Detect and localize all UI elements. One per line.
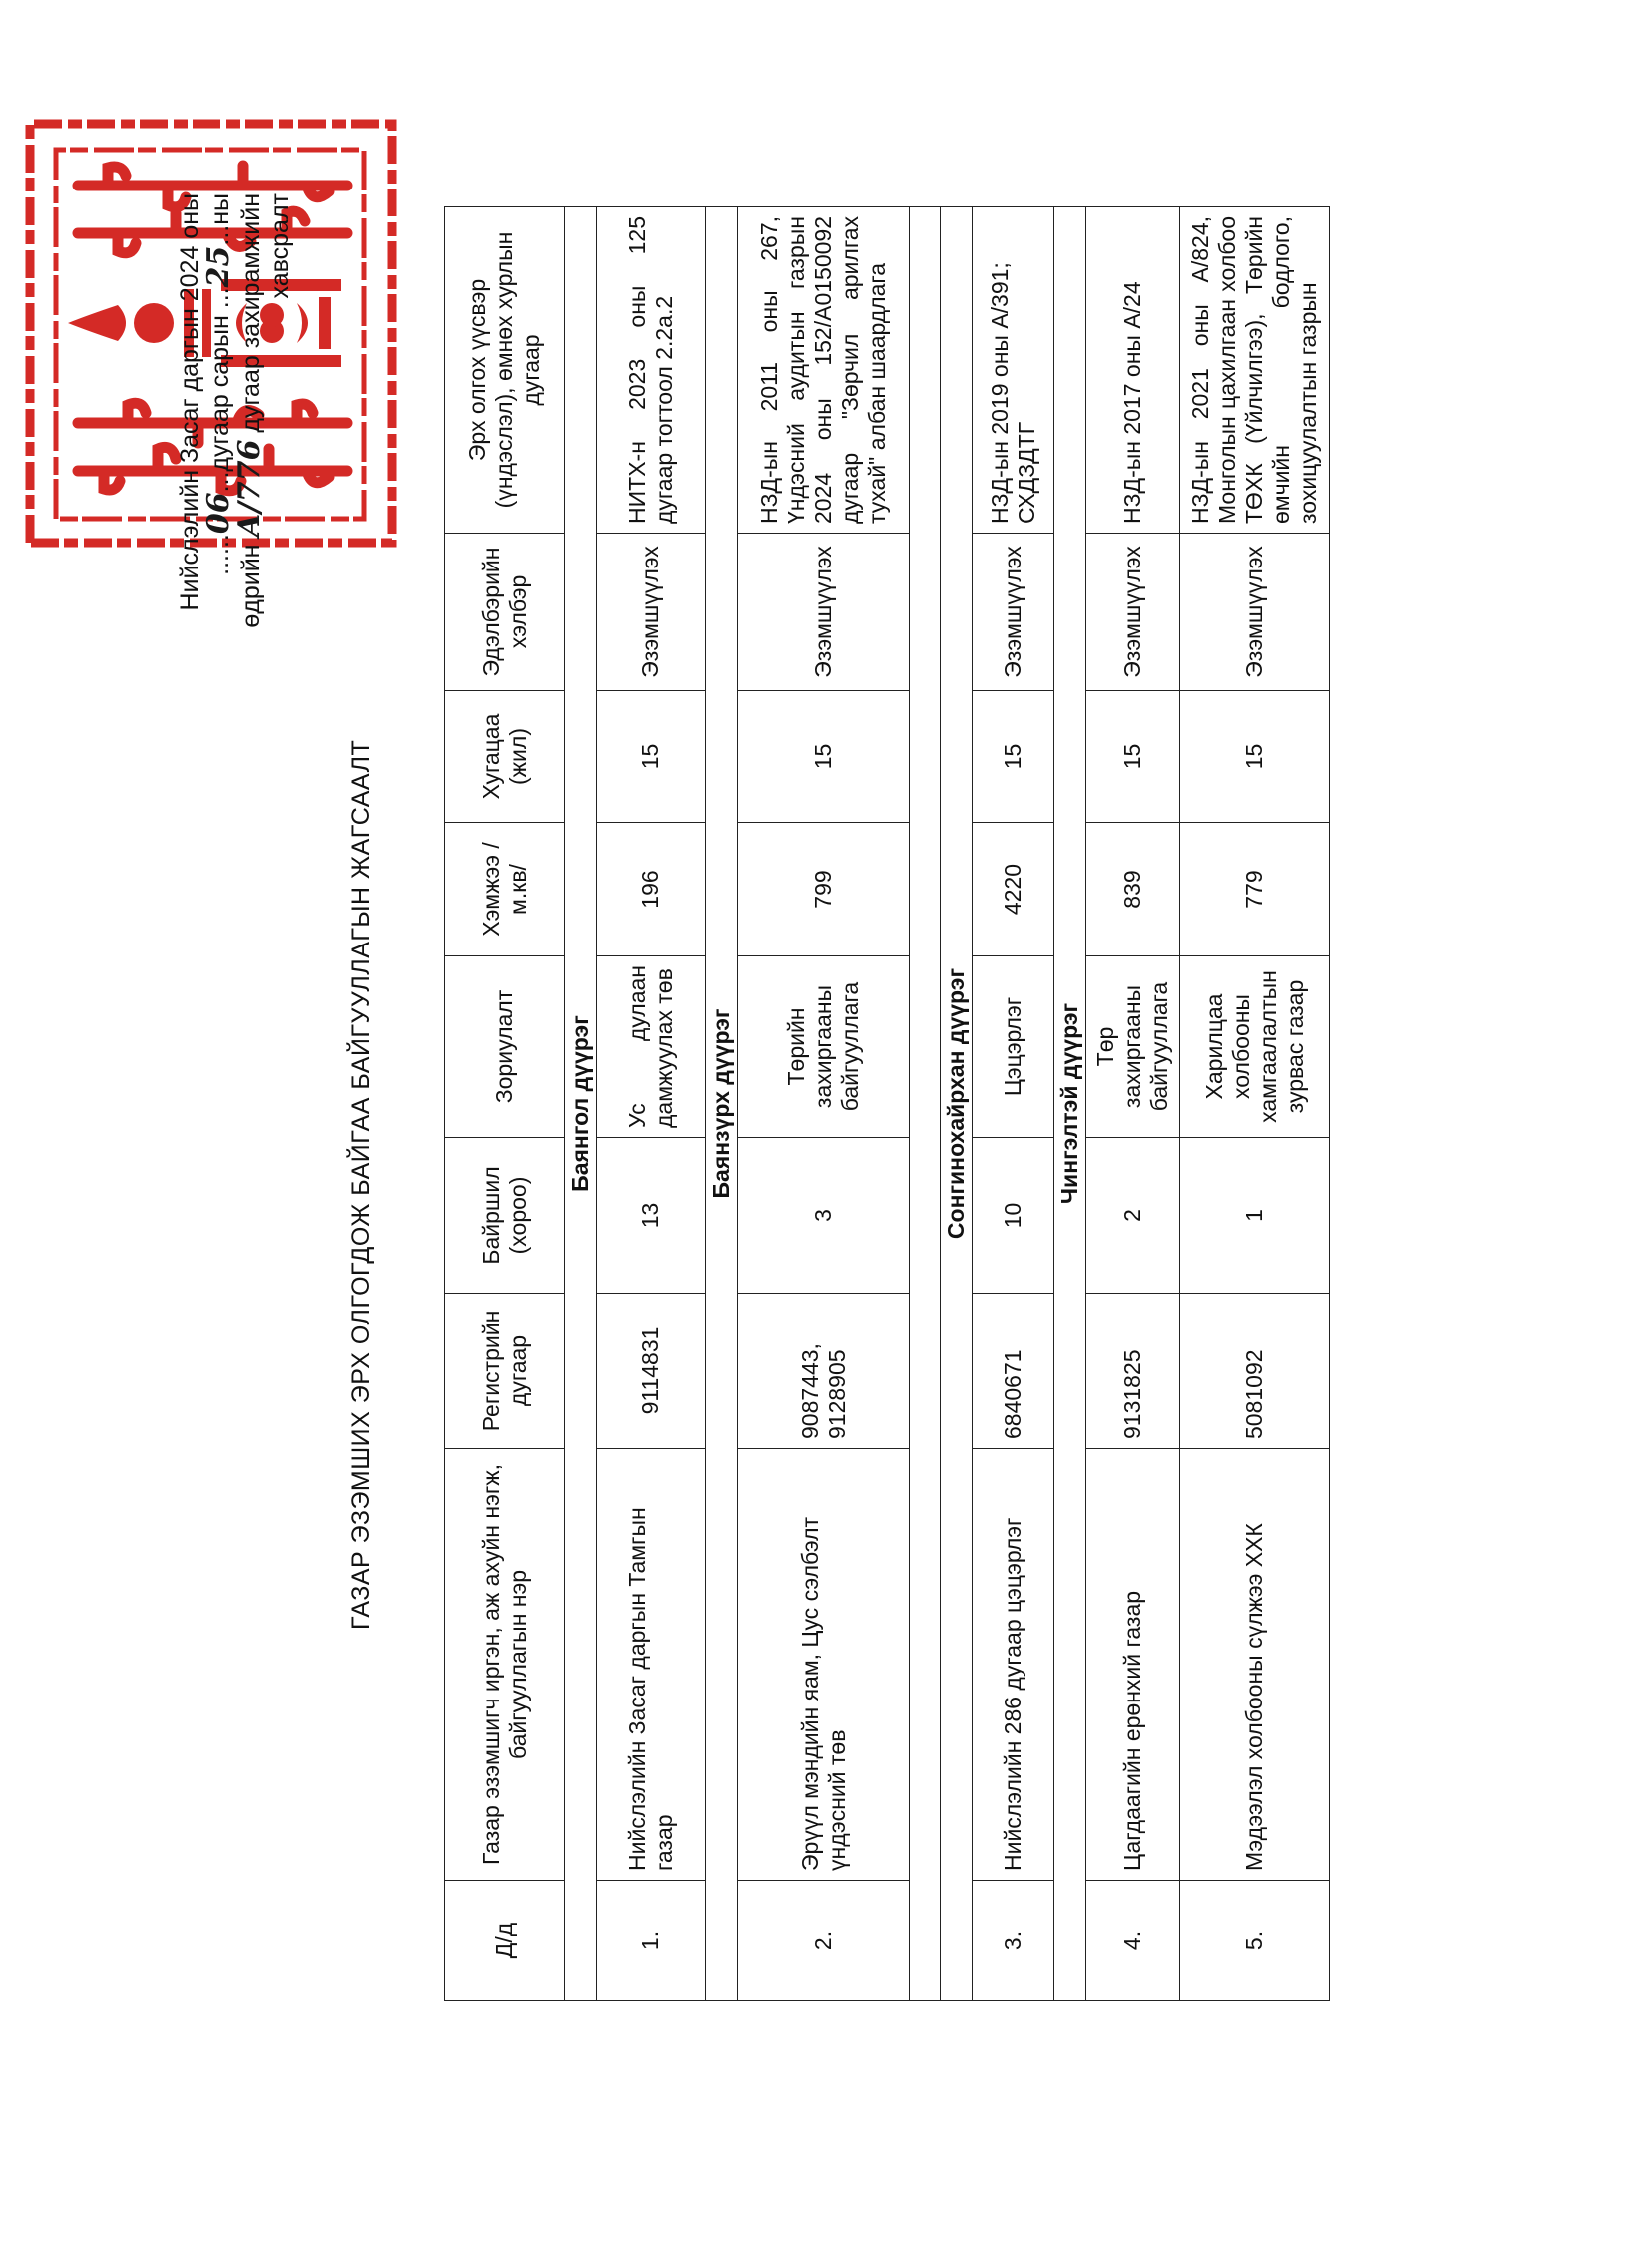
cell-registry-number: 6840671 [973,1294,1054,1449]
cell-term: 15 [973,691,1054,823]
cell-khoroo: 13 [597,1138,706,1294]
cell-area: 779 [1180,823,1330,956]
approval-decree-label: дугаар захирамжийн [237,193,265,440]
cell-registry-number: 5081092 [1180,1294,1330,1449]
header-term: Хугацаа (жил) [445,691,565,823]
approval-line-1: Нийслэлийн Засаг даргын 2024 оны [176,193,204,611]
cell-holder-name: Нийслэлийн Засаг даргын Тамгын газар [597,1449,706,1881]
cell-term: 15 [738,691,910,823]
cell-area: 196 [597,823,706,956]
table-row [973,207,1054,2001]
header-registry-number: Регистрийн дугаар [445,1294,565,1449]
cell-holder-name: Мэдээлэл холбооны сүлжээ ХХК [1180,1449,1330,1881]
cell-no: 1. [597,1881,706,2001]
cell-use-form: Эзэмшүүлэх [1086,534,1180,691]
cell-basis: НЗД-ын 2021 оны А/824, Монголын цахилгаан холбоо ТӨХК (Үйлчилгээ), Төрийн өмчийн бодлого, зохицуулалтын газрын [1180,207,1330,534]
cell-use-form: Эзэмшүүлэх [1180,534,1330,691]
cell-holder-name: Цагдаагийн ерөнхий газар [1086,1449,1180,1881]
table-row [1086,207,1180,2001]
approval-line-3 [232,193,267,692]
cell-holder-name: Эрүүл мэндийн яам, Цус сэлбэлт үндэсний төв [738,1449,910,1881]
cell-purpose: Ус дулаан дамжуулах төв [597,956,706,1138]
cell-khoroo: 1 [1180,1138,1330,1294]
district-row [1054,207,1086,2001]
cell-purpose: Харилцаа холбооны хамгаалалтын зурвас газар [1180,956,1330,1138]
header-use-form: Эдэлбэрийн хэлбэр [445,534,565,691]
cell-no: 4. [1086,1881,1180,2001]
approval-note [176,193,295,692]
approval-dots: ...... [206,534,234,575]
cell-area: 839 [1086,823,1180,956]
table-header-row [445,207,565,2001]
cell-purpose: Төр захиргааны байгууллага [1086,956,1180,1138]
cell-basis: НИТХ-н 2023 оны 125 дугаар тогтоол 2.2а.2 [597,207,706,534]
district-row [941,207,973,2001]
header-khoroo: Байршил (хороо) [445,1138,565,1294]
district-label: Сонгинохайрхан дүүрэг [941,207,973,2001]
spacer-row [910,207,941,2001]
header-holder-name: Газар эзэмшигч иргэн, аж ахуйн нэгж, байгууллагын нэр [445,1449,565,1881]
cell-holder-name: Нийслэлийн 286 дугаар цэцэрлэг [973,1449,1054,1881]
cell-purpose: Төрийн захиргааны байгууллага [738,956,910,1138]
cell-use-form: Эзэмшүүлэх [597,534,706,691]
handwritten-decree-number: А/776 [232,439,267,538]
cell-registry-number: 9114831 [597,1294,706,1449]
document-title: ГАЗАР ЭЗЭМШИХ ЭРХ ОЛГОГДОЖ БАЙГАА БАЙГУУЛЛАГЫН ЖАГСААЛТ [347,739,375,1630]
cell-use-form: Эзэмшүүлэх [738,534,910,691]
approval-day-suffix: ...ны [206,193,234,246]
district-row [706,207,738,2001]
cell-term: 15 [1180,691,1330,823]
district-row [565,207,597,2001]
header-purpose: Зориулалт [445,956,565,1138]
header-no: Д/д [445,1881,565,2001]
cell-basis: НЗД-ын 2017 оны А/24 [1086,207,1180,534]
table-row [1180,207,1330,2001]
handwritten-day: 25 [202,245,236,288]
cell-term: 15 [1086,691,1180,823]
approval-month-label: ...дугаар сарын ... [206,287,234,493]
district-label: Чингэлтэй дүүрэг [1054,207,1086,2001]
table-row [738,207,910,2001]
cell-area: 4220 [973,823,1054,956]
cell-no: 5. [1180,1881,1330,2001]
header-basis: Эрх олгох үүсвэр (үндэслэл), өмнөх хурлын дугаар [445,207,565,534]
cell-basis: НЗД-ын 2019 оны А/391; СХДЗДТГ [973,207,1054,534]
cell-khoroo: 10 [973,1138,1054,1294]
handwritten-month: 06 [202,492,236,535]
cell-basis: НЗД-ын 2011 оны 267, Үндэсний аудитын газрын 2024 оны 152/А0150092 дугаар "Зөрчил арилгах тухай" албан шаардлага [738,207,910,534]
cell-registry-number: 9087443, 9128905 [738,1294,910,1449]
approval-day-label: өдрийн [237,537,265,628]
table-row [597,207,706,2001]
cell-registry-number: 9131825 [1086,1294,1180,1449]
header-area: Хэмжээ /м.кв/ [445,823,565,956]
cell-term: 15 [597,691,706,823]
district-label: Баянгол дүүрэг [565,207,597,2001]
cell-no: 3. [973,1881,1054,2001]
cell-khoroo: 2 [1086,1138,1180,1294]
approval-line-4: хавсралт [266,193,294,299]
land-rights-table [444,206,1330,2001]
district-label: Баянзүрх дүүрэг [706,207,738,2001]
cell-khoroo: 3 [738,1138,910,1294]
cell-area: 799 [738,823,910,956]
approval-line-2 [202,193,236,692]
cell-purpose: Цэцэрлэг [973,956,1054,1138]
cell-use-form: Эзэмшүүлэх [973,534,1054,691]
cell-no: 2. [738,1881,910,2001]
